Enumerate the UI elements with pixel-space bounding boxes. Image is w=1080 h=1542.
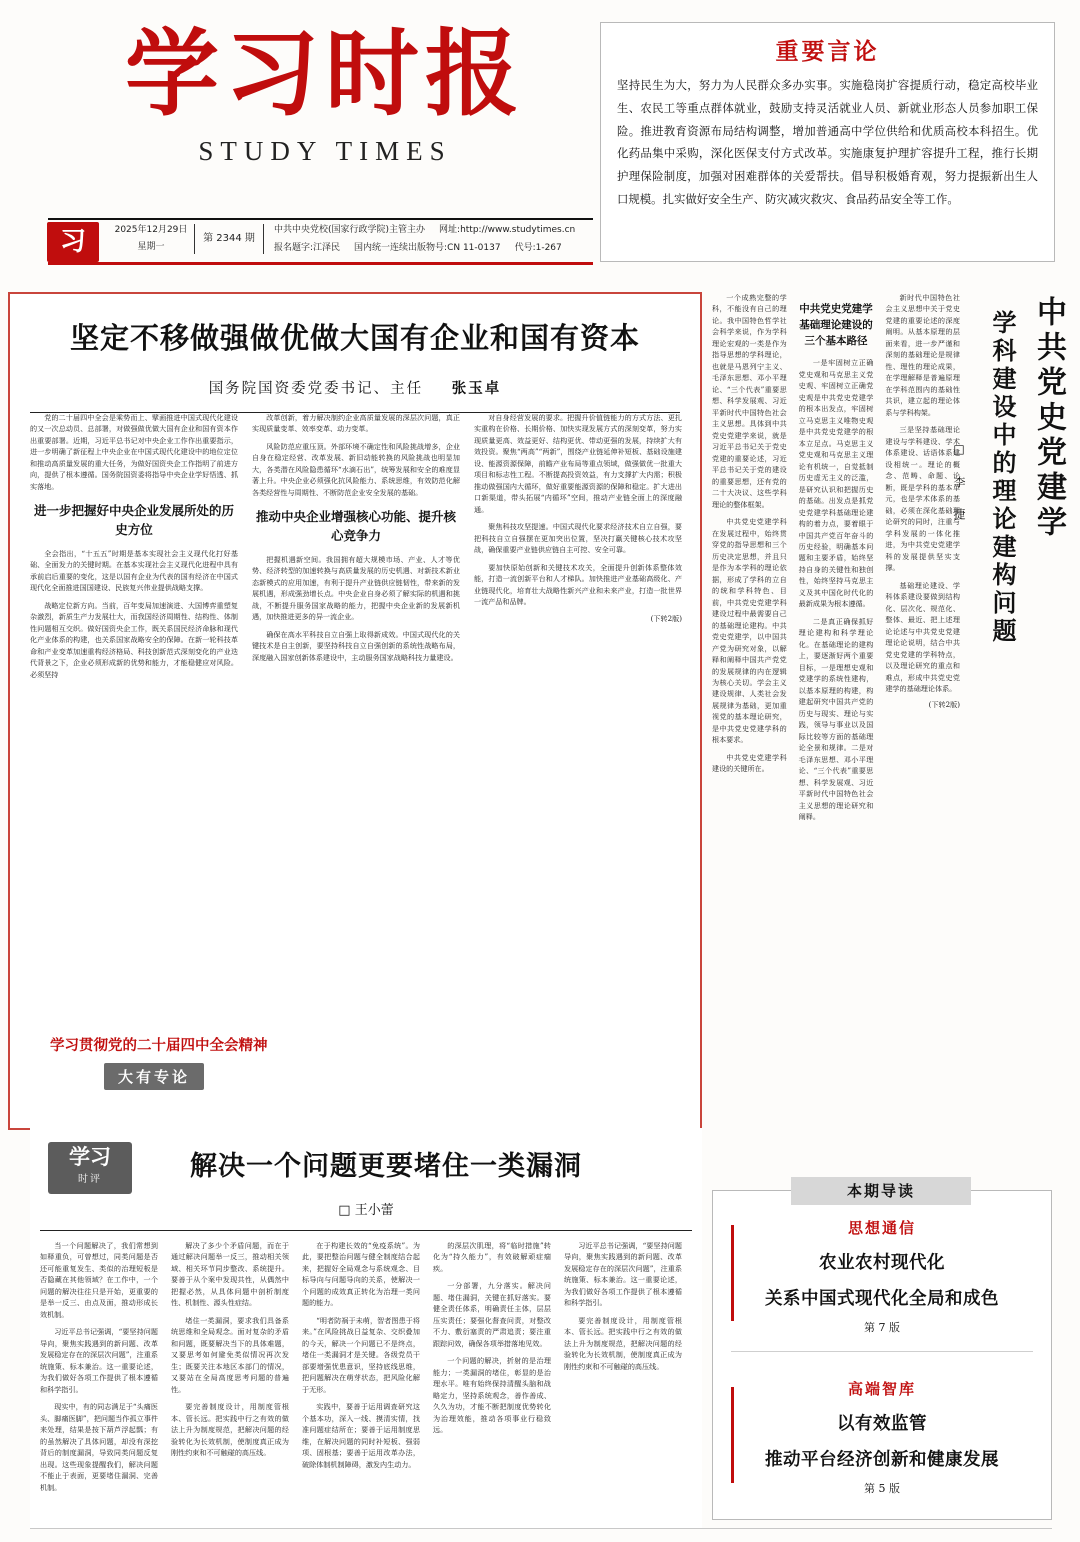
sponsor: 中共中央党校(国家行政学院)主管主办 (274, 225, 426, 235)
guide-heading: 本期导读 (791, 1177, 971, 1205)
masthead-meta (112, 224, 592, 255)
paragraph: 确保在高水平科技自立自强上取得新成效。中国式现代化的关键技术是自主创新，要坚持科技自立自强创新的系统性战略布局，深度融入国家创新体系建设中，主动服务国家战略科技力量建设。 (252, 629, 460, 662)
paragraph: 战略定位新方向。当前，百年变局加速演进、大国博弈重塑复杂激烈，新质生产力发展壮大，而我国经济周期性、结构性、体制性问题相互交织。做好国资央企工作，既关系国民经济命脉和现代化产业体系的构建，也关系国家战略安全的保障。在新一轮科技革命和产业变革加速重构经济格局、科技创新范式深刻变化的产业迭代背景之下，企业必须形成新的优势和能力，才能稳健应对风险。必须坚持 (30, 600, 238, 679)
lead-columns (30, 412, 684, 1112)
issue-guide-box (712, 1182, 1052, 1520)
continued-note: (下转2版) (928, 700, 961, 710)
issue-number: 第 2344 期 (203, 233, 255, 244)
byline-name: 张玉卓 (451, 380, 502, 397)
paragraph: 一个问题的解决，折射的是治理能力；一类漏洞的堵住，彰显的是治理水平。唯有始终保持清醒头脑和战略定力，坚持系统观念，善作善成、久久为功，才能不断把制度优势转化为治理效能，推动各项事业行稳致远。 (433, 1356, 551, 1435)
column-stamp: 大有专论 (104, 1063, 204, 1090)
paragraph: 对自身经营发展的要求。把握升价值链能力的方式方法、更扎实重构在价格、长期价格、加快实现发展方式的深刻变革，努力实现质量更高、效益更好、结构更优、带动更强的发展，持续扩大有效投资。聚焦“两高”“两新”，围绕产业链延伸补短板、基础设施建设、能源资源保障，前瞻产业布局等重点领域，做强做优一批重大项目和标志性工程。不断提高投资效益，有力支撑扩大内需；积极推动做强国内大循环，做好重要能源资源的保障和稳定。扩大进出口新渠道，带头拓展“内循环”空间，推动产业链全面上的深度融通。 (474, 413, 682, 514)
second-column-4 (433, 1240, 551, 1512)
paragraph: 在于构建长效的“免疫系统”。为此，要把整治问题与健全制度结合起来，把握好全局观念与系统观念、目标导向与问题导向的关系，使解决一个问题的成效真正转化为治理一类问题的能力。 (302, 1241, 420, 1308)
paragraph: 一分部署，九分落实。解决问题、堵住漏洞，关键在抓好落实。要健全责任体系，明确责任主体，层层压实责任；要强化督查问责，对整改不力、敷衍塞责的严肃追责；要注重跟踪问效，确保各项举措落地见效。 (433, 1281, 551, 1348)
right-article-title: 中共党史党建学 (1031, 296, 1066, 541)
second-column-2 (171, 1240, 289, 1512)
second-article (30, 1128, 702, 1528)
second-article-columns (40, 1240, 692, 1512)
paragraph: 习近平总书记强调，“要坚持问题导向，聚焦实践遇到的新问题、改革发展稳定存在的深层次问题”，注重系统施策、标本兼治。这一重要论述，为我们做好各项工作提供了根本遵循和科学指引。 (40, 1327, 158, 1394)
paragraph: 一是牢固树立正确党史观和马克思主义党史观、牢固树立正确党史观是中共党史党建学的根本出发点，牢固树立马克思主义唯物史观是中共党史党建学的根本立足点。马克思主义党史观和马克思主义理论有机统一，自觉抵制历史虚无主义的泛滥，是研究认识和把握历史的基础。出发点是抓党史党建学科基础理论建构的着力点，要着眼于中国共产党百年奋斗的历史经验，明确基本问题和主要矛盾，始终坚持自身的关键性和独创性，始终坚持马克思主义及其中国化时代化的最新成果为根本遵循。 (798, 358, 874, 609)
right-column-1 (712, 292, 787, 1172)
second-article-author: □ 王小蕾 (338, 1203, 394, 1218)
continued-note: (下转2版) (650, 613, 682, 623)
second-column-3 (302, 1240, 420, 1512)
guide-title-line1: 农业农村现代化 (819, 1253, 945, 1273)
badge-top-text: 学习 (69, 1144, 111, 1169)
paper-title-cn: 学习时报 (124, 19, 525, 129)
lead-column-1 (30, 412, 268, 1112)
paragraph: 要加快原始创新和关键技术攻关，全面提升创新体系整体效能，打造一流创新平台和人才梯队。加快推进产业基础高级化、产业链现代化，培育壮大战略性新兴产业和未来产业，打造一批世界一流产品和品牌。 (474, 562, 682, 607)
paragraph: 把握机遇新空间。我国拥有超大规模市场、产业、人才等优势、经济转型的加速转换与高质量发展的历史机遇、对新技术新业态新模式的应用加速，有利于提升产业链供应链韧性，带来新的发展机遇，形成强劲增长点。中央企业自身必须了解实际的机遇和挑战，不断提升服务国家战略的能力，把握中央企业新的发展新机遇，加快推进更多的异一流企业。 (252, 554, 460, 622)
lead-column-3 (474, 412, 682, 1112)
paragraph: “明者防祸于未萌，智者图患于将来。”在风险挑战日益复杂、交织叠加的今天，解决一个问题已不是终点，堵住一类漏洞才是关键。各级党员干部要增强忧患意识，坚持底线思维，把问题解决在萌芽状态，把风险化解于无形。 (302, 1315, 420, 1394)
seal-icon (47, 222, 99, 262)
paragraph: 新时代中国特色社会主义思想中关于党史党建的重要论述的深度阐明。从基本原理的层面来看，进一步严谨和深刻的基础理论是规律性、理性的理论成果，在学理解释是普遍原理在学科范围内的基础性共识，建立起的理论体系与学科构架。 (885, 293, 961, 417)
lead-article (8, 292, 702, 1130)
guide-item[interactable] (731, 1191, 1033, 1335)
badge-bottom-text: 时评 (78, 1174, 102, 1185)
second-column-5 (564, 1240, 682, 1512)
paragraph: 聚焦科技攻坚提速。中国式现代化要求经济技术自立自强，要把科技自立自强摆在更加突出位置，坚决打赢关键核心技术攻坚战，确保重要产业链供应链自主可控、安全可靠。 (474, 522, 682, 555)
right-article-author: □ 李 捷 (952, 442, 966, 523)
right-column-3 (885, 292, 960, 1172)
guide-title-line2: 关系中国式现代化全局和成色 (765, 1289, 999, 1309)
seal-char: 习 (59, 227, 86, 257)
statement-heading: 重要言论 (775, 38, 880, 65)
paragraph: 党的二十届四中全会是乘势而上、擘画推进中国式现代化建设的又一次总动员、总部署，对做强做优做大国有企业和国有资本作出重要部署。近期，习近平总书记对中央企业工作作出重要指示，进一步明确了新征程上中央企业在中国式现代化建设中的地位定位和推动高质量发展的重大任务，为做好国资央企工作指明了前进方向，提供了根本遵循。国务院国资委将指导中央企业学好悟透、抓实落地。 (30, 413, 238, 491)
website: 网址:http://www.studytimes.cn (439, 225, 576, 235)
statement-body: 坚持民生为大，努力为人民群众多办实事。实施稳岗扩容提质行动，稳定高校毕业生、农民工等重点群体就业，鼓励支持灵活就业人员、新就业形态人员参加职工保险。推进教育资源布局结构调整，增加普通高中学位供给和优质高校本科招生。优化药品集中采购，深化医保支付方式改革。实施康复护理扩容提升工程，推行长期护理保险制度，加强对困难群体的关爱帮扶。倡导积极婚育观，努力提振新出生人口规模。扎实做好安全生产、防灾减灾救灾、食品药品安全等工作。 (617, 78, 1038, 207)
lead-article-byline (10, 377, 700, 398)
right-subheading: 中共党史党建学基础理论建设的三个基本路径 (799, 303, 873, 347)
guide-accent-bar (731, 1387, 734, 1483)
lead-column-2 (252, 412, 460, 1112)
masthead-red-rule (48, 262, 593, 265)
guide-kicker: 思想通信 (847, 1219, 916, 1237)
masthead-logo (110, 16, 540, 167)
second-article-title: 解决一个问题更要堵住一类漏洞 (190, 1151, 582, 1182)
lead-slogan (50, 1034, 268, 1090)
paragraph: 实践中，要善于运用调查研究这个基本功，深入一线、摸清实情，找准问题症结所在；要善于运用制度思维，在解决问题的同时补短板、强弱项、固根基；要善于运用改革办法，破除体制机制障碍，激发内生动力。 (302, 1402, 420, 1469)
guide-page-ref: 第 5 版 (864, 1482, 900, 1495)
important-statement-box (600, 22, 1055, 262)
paragraph: 解决了多少个矛盾问题，而在于通过解决问题举一反三，推动相关领域、相关环节同步整改、系统提升。要善于从个案中发现共性，从偶然中把握必然，从具体问题中剖析制度性、机制性、源头性症结。 (171, 1241, 289, 1308)
paragraph: 现实中，有的同志满足于“头痛医头、脚痛医脚”，把问题当作孤立事件来处理，结果是按下葫芦浮起瓢；有的虽然解决了具体问题，却没有深挖背后的制度漏洞，导致同类问题反复出现。这些现象提醒我们，解决问题不能止于表面，更要堵住漏洞、完善机制。 (40, 1402, 158, 1492)
right-article-columns (712, 292, 960, 1172)
paragraph: 改革创新，着力解决制约企业高质量发展的深层次问题，真正实现质量变革、效率变革、动力变革。 (252, 413, 460, 434)
paragraph: 当一个问题解决了，我们常想到如释重负，可曾想过，同类问题是否还可能重复发生、类似的治理短板是否隐藏在其他领域？在工作中，一个问题的解决往往只是开始，更重要的是举一反三、由点及面，推动形成长效机制。 (40, 1241, 158, 1319)
paragraph: 中共党史党建学科建设的关键所在。 (712, 752, 787, 774)
guide-title-line2: 推动平台经济创新和健康发展 (765, 1450, 999, 1470)
paragraph: 中共党史党建学科在发展过程中，始终贯穿党的指导思想和三个历史决定思想，并且只是作为本学科的理论依据，形成了学科的立自的统和学科特色、目前，中共党史党建学科建设过程中最需要自己的基础理论建构。中共党史党建学，以中国共产党为研究对象，以解释和阐释中国共产党党的发展规律的内在逻辑为核心关切。学会主义建设规律、人类社会发展规律为基础，更加重视党的基本理论研究，是中共党史党建学科的根本要求。 (712, 517, 787, 745)
guide-kicker: 高端智库 (847, 1380, 916, 1398)
guide-accent-bar (731, 1225, 734, 1321)
cn-number: 国内统一连续出版物号:CN 11-0137 (354, 242, 501, 253)
lead-subheading-1: 进一步把握好中央企业发展所处的历史方位 (33, 503, 234, 538)
paragraph: 一个成熟完整的学科，不能没有自己的理论。我中国特色哲学社会科学来说，作为学科理论宏观的一类是作为指导思想的学科理论，也就是马恩列宁主义、毛泽东思想、邓小平理论、“三个代表”重要思想、科学发展观、习近平新时代中国特色社会主义思想。具体到中共党史党建学来说，就是习近平总书记关于党史党建的重要论述，习近平总书记关于党的建设的重要思想，还有党的二十大决议、这些学科理论的整体框架。 (712, 293, 787, 509)
paragraph: 要完善制度设计，用制度管根本、管长远。把实践中行之有效的做法上升为制度规范，把解决问题的经验转化为长效机制，使制度真正成为刚性约束和不可触碰的高压线。 (171, 1402, 289, 1458)
postal-code: 代号:1-267 (514, 242, 562, 253)
page-bottom-rule (30, 1528, 1052, 1529)
masthead-divider (48, 218, 593, 220)
second-article-divider (40, 1230, 692, 1231)
paragraph: 三是坚持基础理论建设与学科建设、学术体系建设、话语体系建设相统一。理论的概念、范畴、命题、论断，既是学科的基本单元，也是学术体系的基础，必须在深化基础理论研究的同时，注重与学科发展的一体化推进，为中共党史党建学科的发展提供坚实支撑。 (885, 425, 961, 573)
paragraph: 习近平总书记强调，“要坚持问题导向，聚焦实践遇到的新问题、改革发展稳定存在的深层次问题”，注重系统施策、标本兼治。这一重要论述，为我们做好各项工作提供了根本遵循和科学指引。 (564, 1241, 682, 1308)
slogan-text: 学习贯彻党的二十届四中全会精神 (50, 1037, 268, 1054)
byline-role: 国务院国资委党委书记、主任 (208, 381, 424, 397)
issue-weekday: 星期一 (137, 241, 165, 252)
masthead (0, 0, 590, 268)
calligraphy-credit: 报名题字:江泽民 (274, 242, 341, 253)
paragraph: 全会指出，“十五五”时期是基本实现社会主义现代化打好基础、全面发力的关键时期。在基本实现社会主义现代化进程中具有承前启后重要的变化，这是以国有企业为代表的国有经济在中国式现代化全面推进国国建设、民族复兴伟业提供战略支撑。 (30, 548, 238, 593)
lead-subheading-2: 推动中央企业增强核心功能、提升核心竞争力 (255, 509, 456, 544)
paragraph: 堵住一类漏洞，要求我们具备系统思维和全局观念。面对复杂的矛盾和问题，既要解决当下的具体难题，又要思考如何避免类似情况再次发生；既要关注本地区本部门的情况，又要站在全局高度思考问题的普遍性。 (171, 1315, 289, 1394)
guide-title-line1: 以有效监管 (837, 1414, 927, 1434)
second-column-1 (40, 1240, 158, 1512)
lead-article-title: 坚定不移做强做优做大国有企业和国有资本 (69, 321, 640, 355)
guide-item[interactable] (731, 1352, 1033, 1496)
paragraph: 的深层次肌理，将“临时措施”转化为“持久能力”，有效破解顽症痼疾。 (433, 1241, 551, 1273)
guide-page-ref: 第 7 版 (864, 1321, 900, 1334)
right-article (712, 292, 1072, 1192)
paragraph: 要完善制度设计，用制度管根本、管长远。把实践中行之有效的做法上升为制度规范，把解决问题的经验转化为长效机制，使制度真正成为刚性约束和不可触碰的高压线。 (564, 1315, 682, 1371)
paragraph: 二是真正确保抓好理论建构和科学理论化。在基础理论的建构上，要逐渐好两个重要目标，一是理想史观和党建学的系统性建构，以基本原理的构建，构建起研究中国共产党的历史与现实、理论与实践，领导与事业以及国际比较等方面的基础理论全景和规律。二是对毛泽东思想、邓小平理论、“三个代表”重要思想、科学发展观、习近平新时代中国特色社会主义思想的理论研究和阐释。 (798, 616, 874, 822)
column-badge (48, 1142, 132, 1194)
paper-title-en: STUDY TIMES (198, 135, 452, 166)
issue-date: 2025年12月29日 (114, 225, 188, 235)
paragraph: 风险防范应重压顶。外部环境不确定性和风险挑战增多，企业自身在稳定经营、改革发展、新旧动能转换的风险挑战也明显加大，各类潜在风险隐患循环“水滴石出”，统筹发展和安全的难度显著上升。中央企业必须强化抗风险能力、系统思维，有效防范化解各类经营性与周期性、不断防范企业安全发展的基础。 (252, 441, 460, 497)
paragraph: 基础理论建设、学科体系建设要做到结构化、层次化、规范化、整体、最近、把上述理论论述与中共党史党建理论论说明，结合中共党史党建的学科特点，以及理论研究的重点和难点，形成中共党史党建学的基础理论体系。 (885, 580, 961, 693)
right-column-2 (799, 292, 874, 1172)
right-article-subtitle: 学科建设中的理论建构问题 (988, 310, 1017, 646)
